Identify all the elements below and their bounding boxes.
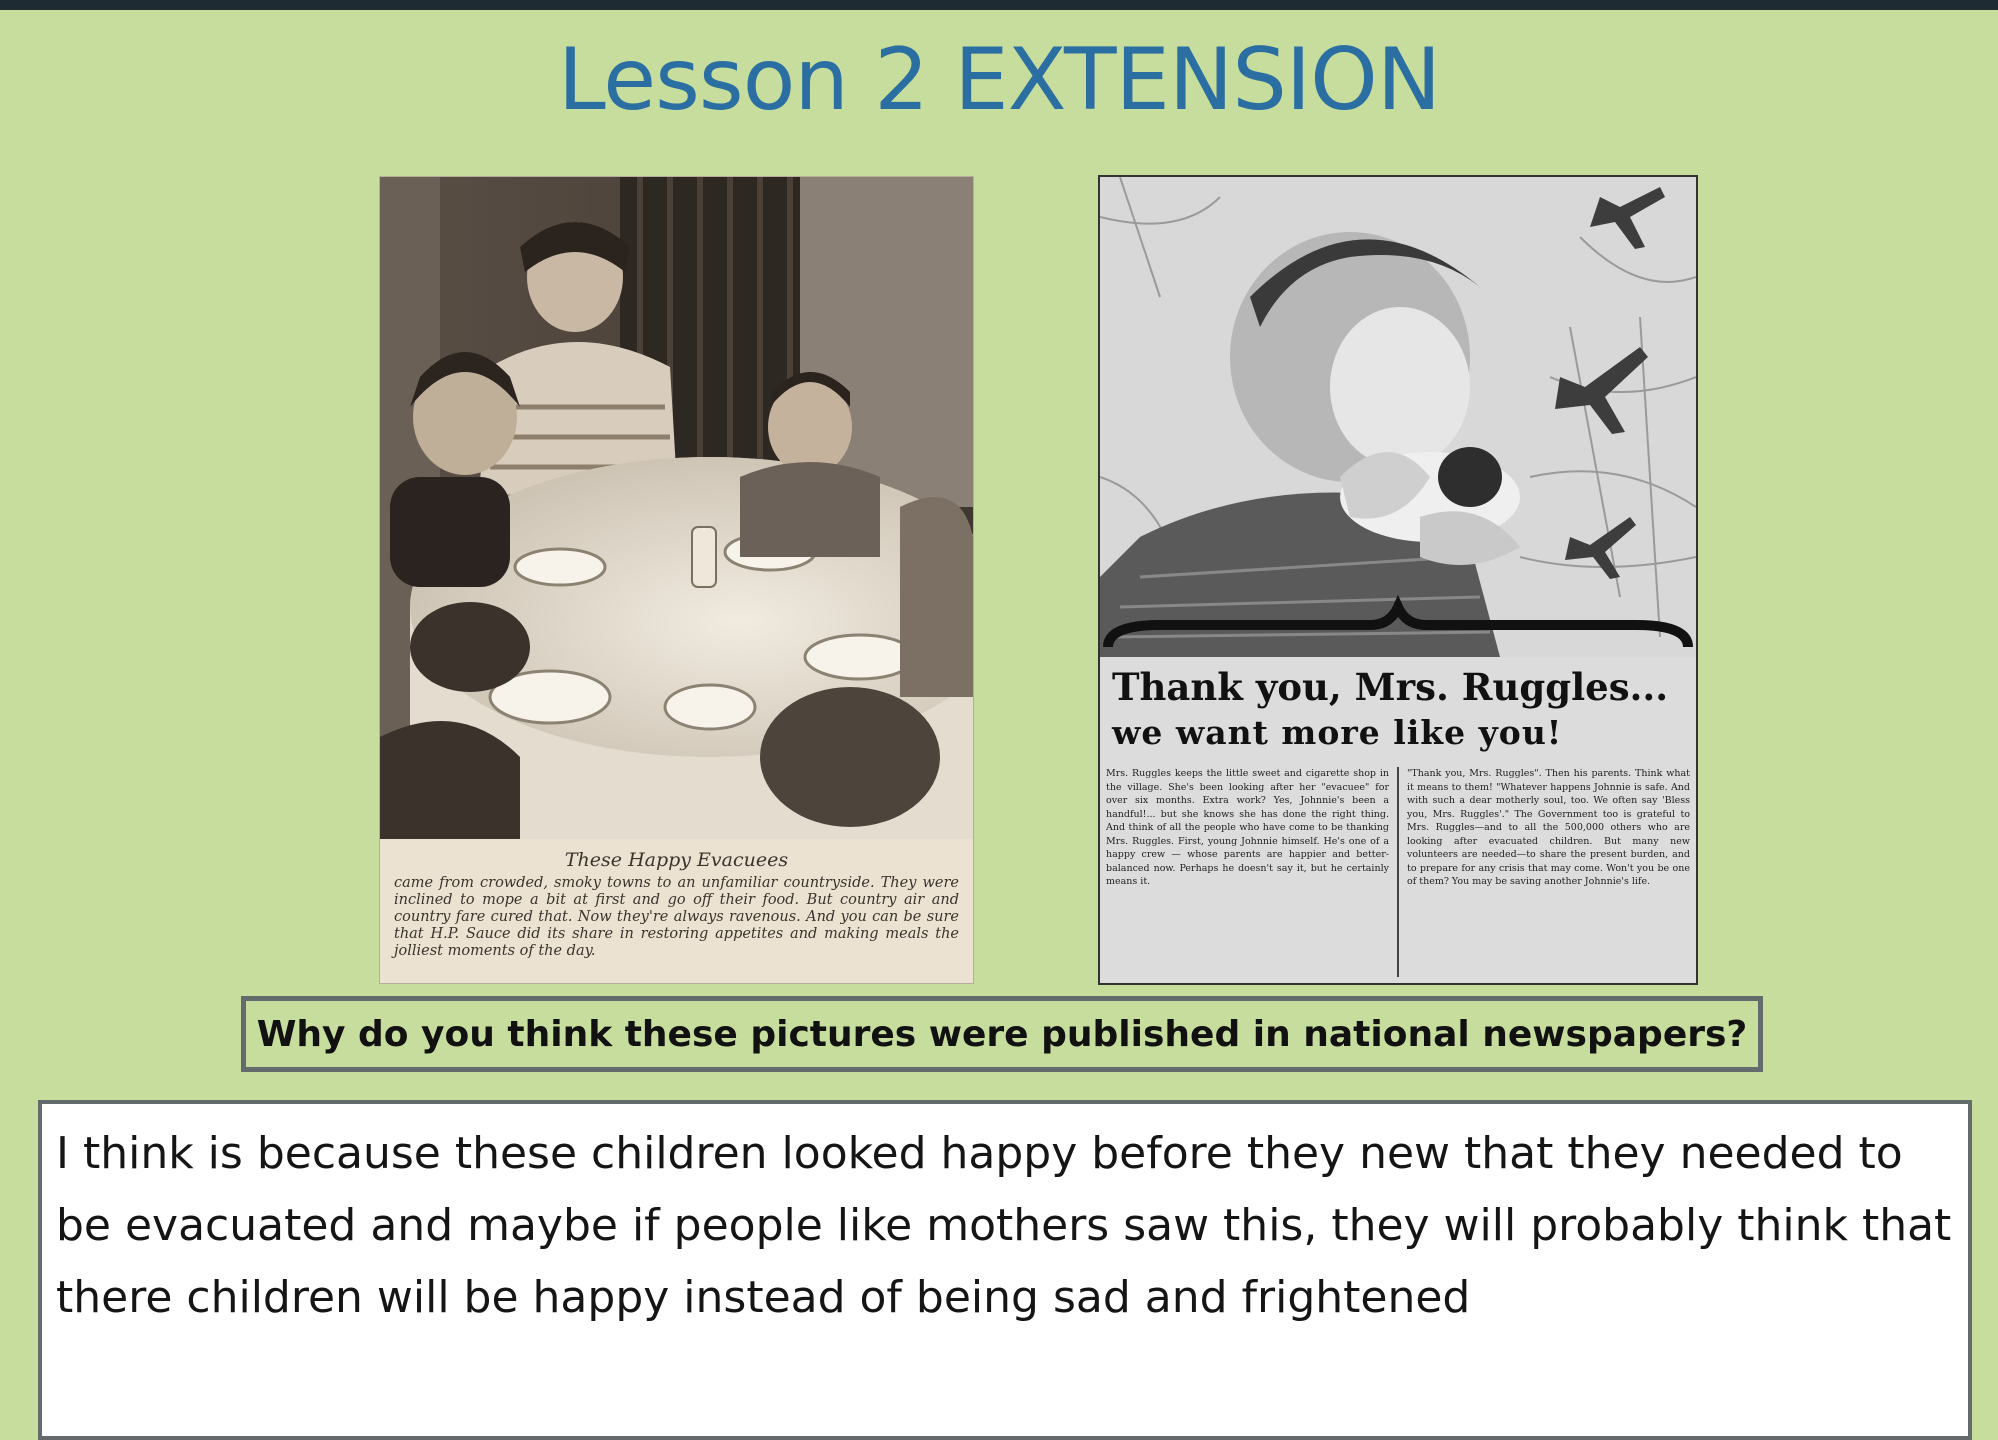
question-text: Why do you think these pictures were published in national newspapers? — [256, 1013, 1748, 1055]
boy-with-bird-illustration — [1100, 177, 1696, 657]
advert-column-divider — [1397, 767, 1399, 977]
photo-caption — [380, 839, 973, 983]
advert-headline-1: Thank you, Mrs. Ruggles... — [1112, 665, 1669, 709]
advert-body — [1106, 767, 1690, 977]
caption-title: These Happy Evacuees — [564, 849, 789, 871]
caption-text: came from crowded, smoky towns to an unfamiliar countryside. They were inclined to mope a bit at first and go off their food. But country air and country fare cured that. Now they're always ravenous. And you can be sure that H.P. Sauce did its share in restoring appetites and making meals the jolliest moments of the day. — [394, 875, 959, 959]
top-bar — [0, 0, 1998, 10]
advert-headline-2: we want more like you! — [1112, 713, 1563, 752]
evacuees-illustration — [380, 177, 973, 839]
advert-headline — [1112, 665, 1682, 752]
evacuees-photo — [380, 177, 973, 983]
answer-text[interactable]: I think is because these children looked happy before they new that they needed to be evacuated and maybe if people like mothers saw this, they will probably think that there children will be happy instead of being sad and frightened — [56, 1128, 1952, 1323]
ruggles-advert — [1100, 177, 1696, 983]
advert-column-2: "Thank you, Mrs. Ruggles". Then his parents. Think what it means to them! "Whatever happens Johnnie is safe. And with such a dear motherly soul, too. We often say 'Bless you, Mrs. Ruggles'." The Government too is grateful to Mrs. Ruggles—and to all the 500,000 others who are looking after evacuated children. But many new volunteers are needed—to share the present burden, and to prepare for any crisis that may come. Won't you be one of them? You may be saving another Johnnie's life. — [1407, 768, 1690, 887]
page-title: Lesson 2 EXTENSION — [557, 30, 1441, 130]
answer-box[interactable] — [38, 1100, 1972, 1440]
advert-column-1: Mrs. Ruggles keeps the little sweet and cigarette shop in the village. She's been looking after her "evacuee" for over six months. Extra work? Yes, Johnnie's been a handful!... but she knows she has done the right thing. And think of all the people who have come to be thanking Mrs. Ruggles. First, young Johnnie himself. He's one of a happy crew — whose parents are happier and better-balanced now. Perhaps he doesn't say it, but he certainly means it. — [1106, 768, 1389, 887]
question-box — [241, 996, 1763, 1072]
